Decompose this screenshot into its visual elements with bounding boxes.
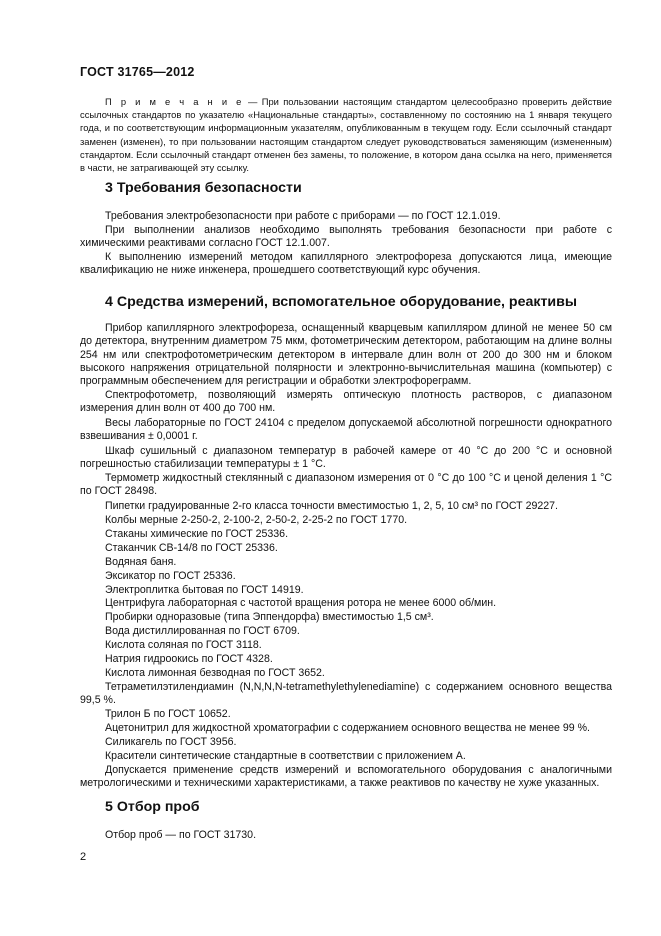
list-item: Пипетки градуированные 2-го класса точности вместимостью 1, 2, 5, 10 см³ по ГОСТ 29227. (105, 500, 559, 512)
section-5-paragraph: Отбор проб — по ГОСТ 31730. (105, 829, 257, 841)
section-5-title: 5 Отбор проб (105, 799, 200, 815)
list-item: Силикагель по ГОСТ 3956. (105, 736, 237, 748)
list-item: Электроплитка бытовая по ГОСТ 14919. (105, 584, 304, 596)
section-3-paragraph: К выполнению измерений методом капиллярного электрофореза допускаются лица, имеющие квалификацию не ниже инженера, прошедшего соответствующий курс обучения. (80, 251, 612, 277)
section-3-title: 3 Требования безопасности (105, 180, 302, 196)
section-4-paragraph: Спектрофотометр, позволяющий измерять оптическую плотность растворов, с диапазоном измерения длин волн от 400 до 700 нм. (80, 389, 612, 415)
list-item: Водяная баня. (105, 556, 177, 568)
section-4-paragraph: Допускается применение средств измерений и вспомогательного оборудования с аналогичными метрологическими и техническими характеристиками, а также реактивов по качеству не хуже указанных. (80, 764, 612, 790)
section-4-title: 4 Средства измерений, вспомогательное оборудование, реактивы (105, 294, 577, 310)
section-4-paragraph: Весы лабораторные по ГОСТ 24104 с пределом допускаемой абсолютной погрешности однократного взвешивания ± 0,0001 г. (80, 417, 612, 443)
list-item: Кислота соляная по ГОСТ 3118. (105, 639, 262, 651)
note-label: П р и м е ч а н и е (105, 96, 244, 107)
list-item: Колбы мерные 2-250-2, 2-100-2, 2-50-2, 2-25-2 по ГОСТ 1770. (105, 514, 408, 526)
section-3-paragraph: Требования электробезопасности при работе с приборами — по ГОСТ 12.1.019. (105, 210, 501, 222)
list-item: Красители синтетические стандартные в соответствии с приложением А. (105, 750, 466, 762)
section-4-paragraph: Шкаф сушильный с диапазоном температур в рабочей камере от 40 °С до 200 °С и основной погрешностью стабилизации температуры ± 1 °С. (80, 445, 612, 471)
list-item: Центрифуга лабораторная с частотой вращения ротора не менее 6000 об/мин. (105, 597, 497, 609)
list-item: Ацетонитрил для жидкостной хроматографии с содержанием основного вещества не менее 99 %. (105, 722, 590, 734)
list-item: Стаканы химические по ГОСТ 25336. (105, 528, 289, 540)
note-text: — При пользовании настоящим стандартом целесообразно проверить действие ссылочных стандартов по указателю «Национальные стандарты», составленному по состоянию на 1 января текущего года, и по соответствующим информационным указателям, опубликованным в текущем году. Если ссылочный стандарт заменен (изменен), то при пользовании настоящим стандартом следует руководствоваться заменяющим (измененным) стандартом. Если ссылочный стандарт отменен без замены, то положение, в котором дана ссылка на него, применяется в части, не затрагивающей эту ссылку. (80, 96, 612, 174)
section-3-paragraph: При выполнении анализов необходимо выполнять требования безопасности при работе с химическими реактивами согласно ГОСТ 12.1.007. (80, 224, 612, 250)
document-header: ГОСТ 31765—2012 (80, 65, 195, 79)
section-4-paragraph: Прибор капиллярного электрофореза, оснащенный кварцевым капилляром длиной не менее 50 см до детектора, внутренним диаметром 75 мкм, фотометрическим детектором, работающим на длине волны 254 нм или спектрофотометрическим детектором в интервале длин волн от 200 до 300 нм и блоком высокого напряжения отрицательной полярности и электронно-вычислительная машина (компьютер) с программным обеспечением для регистрации и обработки электрофореграмм. (80, 322, 612, 388)
list-item: Стаканчик СВ-14/8 по ГОСТ 25336. (105, 542, 278, 554)
list-item: Трилон Б по ГОСТ 10652. (105, 708, 231, 720)
list-item: Кислота лимонная безводная по ГОСТ 3652. (105, 667, 325, 679)
page-number: 2 (80, 851, 87, 863)
note-paragraph (80, 95, 612, 174)
section-4-paragraph: Термометр жидкостный стеклянный с диапазоном измерения от 0 °С до 100 °С и ценой деления 1 °С по ГОСТ 28498. (80, 472, 612, 498)
list-item: Вода дистиллированная по ГОСТ 6709. (105, 625, 300, 637)
section-4-paragraph: Тетраметилэтилендиамин (N,N,N,N-tetramethylethylenediamine) с содержанием основного вещества 99,5 %. (80, 681, 612, 707)
list-item: Пробирки одноразовые (типа Эппендорфа) вместимостью 1,5 см³. (105, 611, 434, 623)
list-item: Натрия гидроокись по ГОСТ 4328. (105, 653, 273, 665)
list-item: Эксикатор по ГОСТ 25336. (105, 570, 236, 582)
